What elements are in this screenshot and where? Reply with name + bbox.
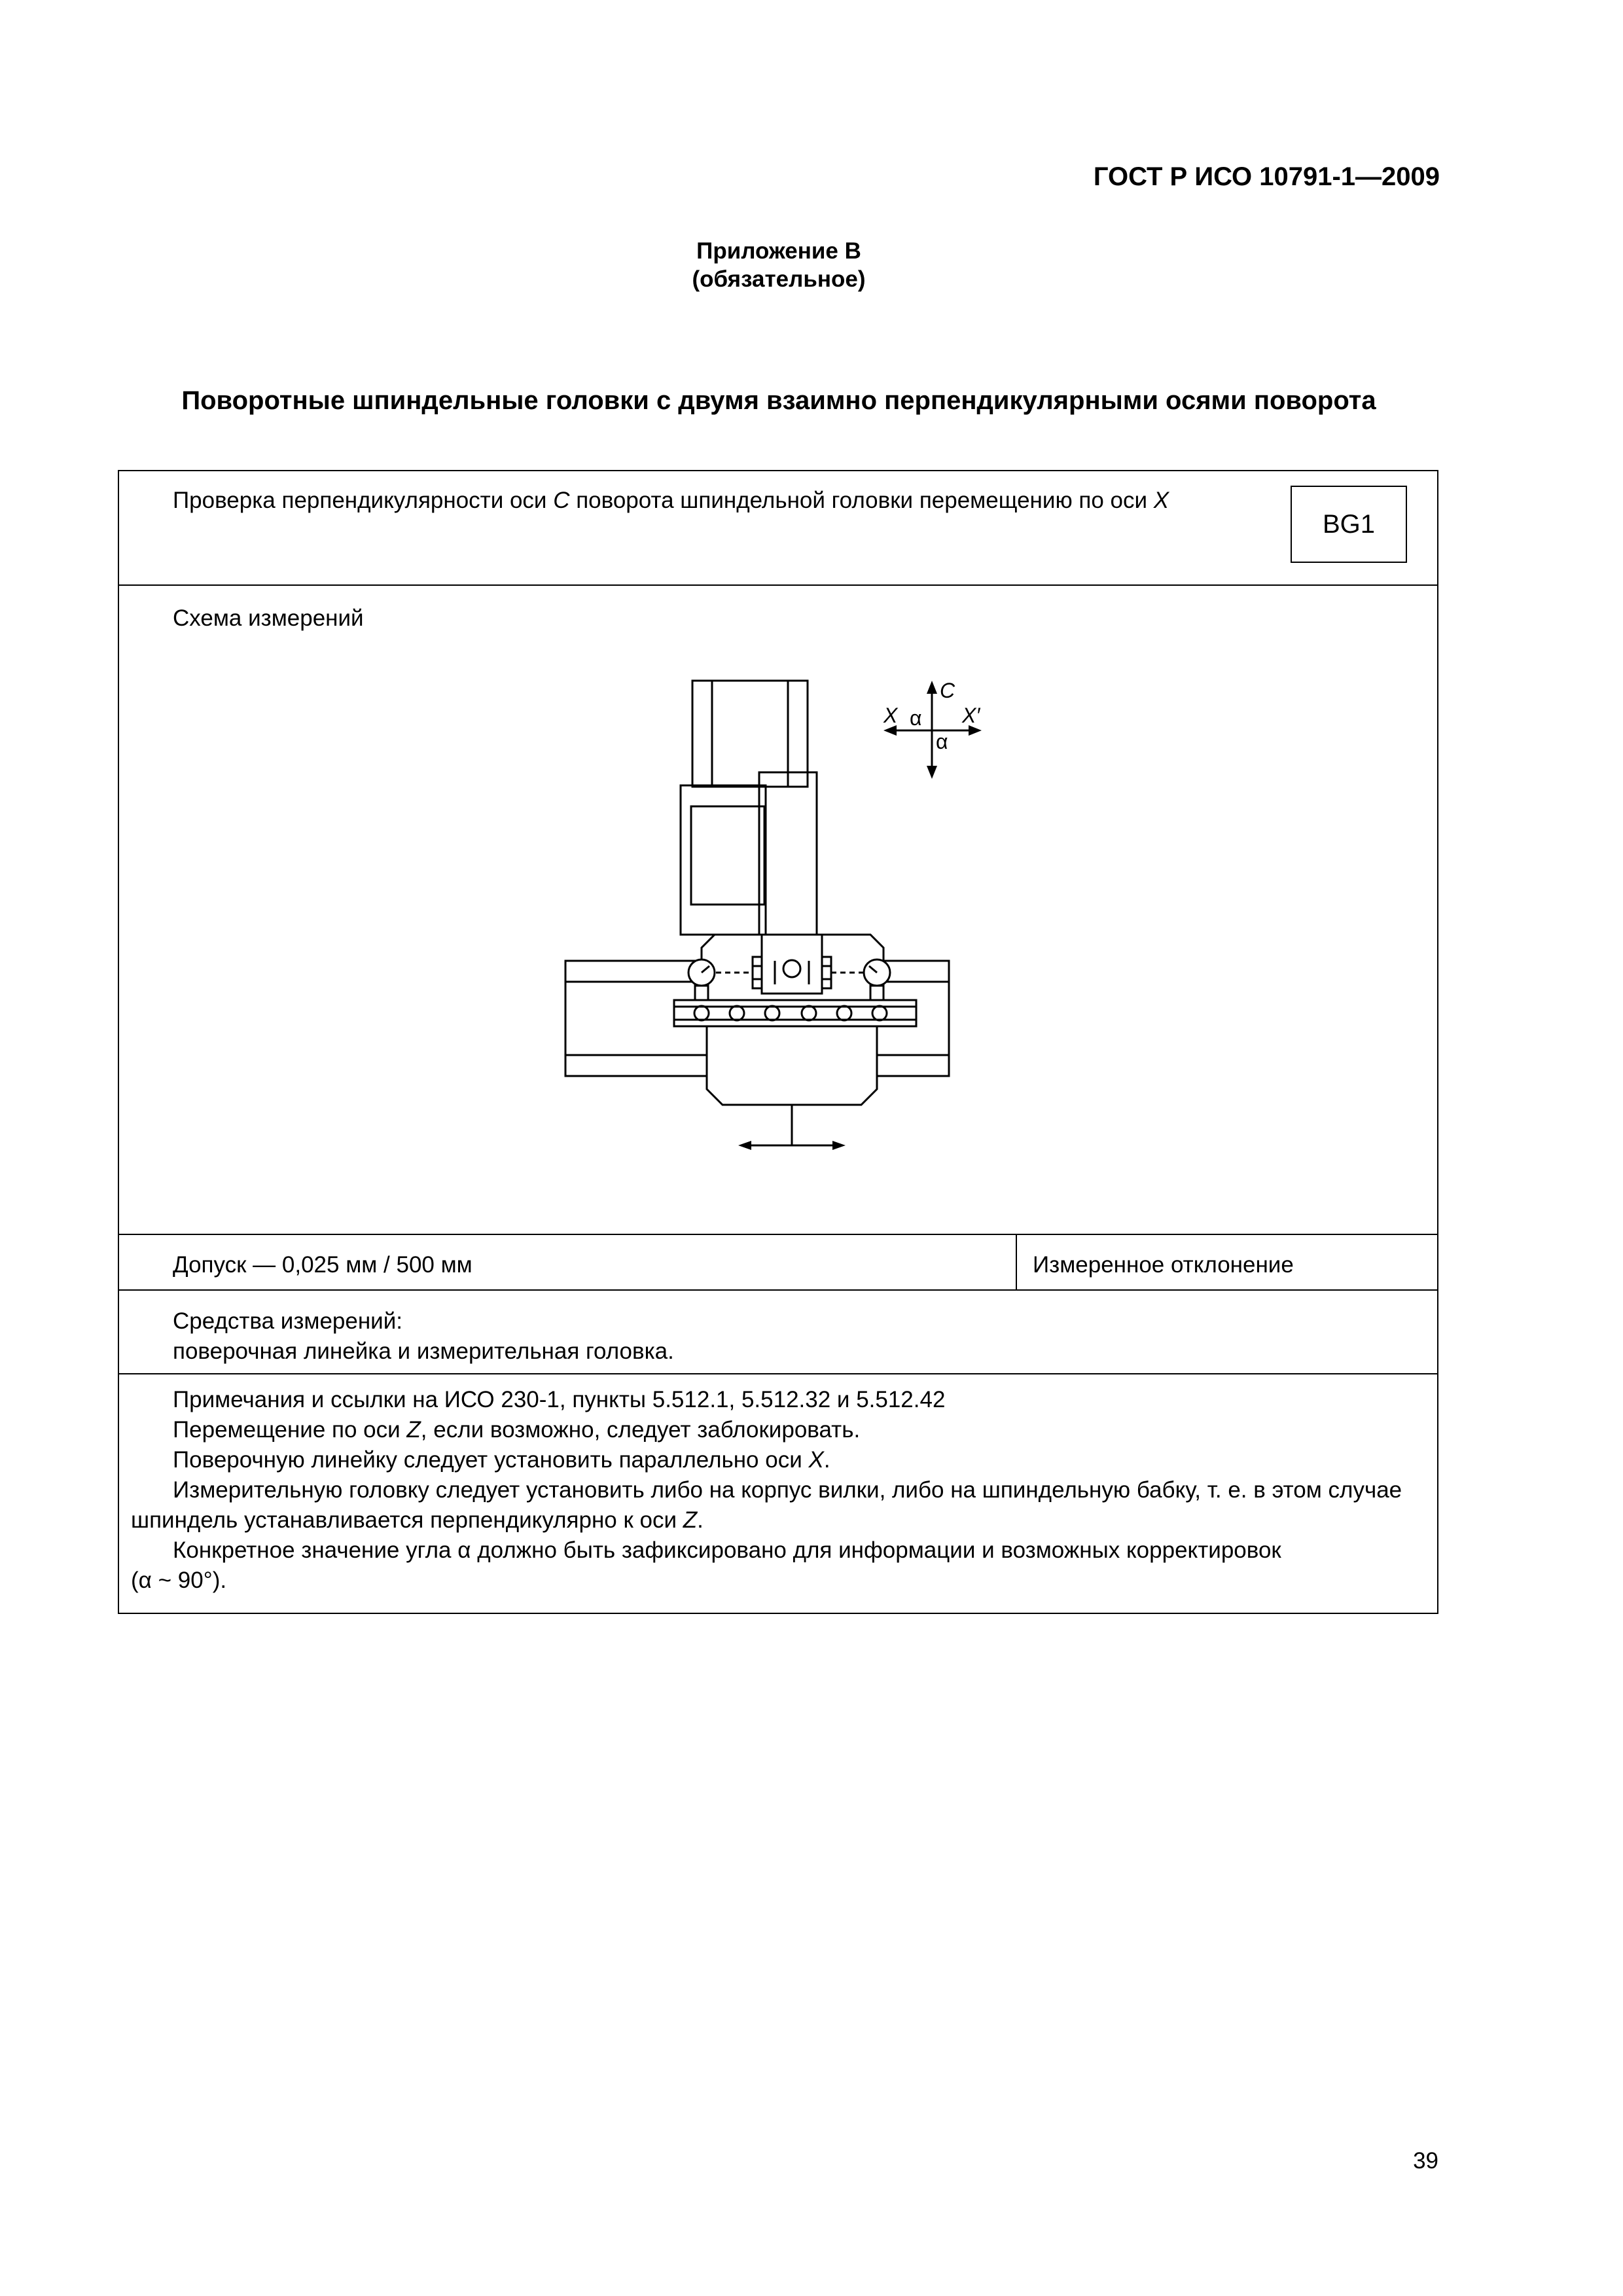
- axis-x-label: X: [883, 704, 898, 727]
- test-code: BG1: [1322, 509, 1376, 539]
- measured-deviation-label: Измеренное отклонение: [1033, 1252, 1294, 1278]
- diagram-label: Схема измерений: [173, 605, 364, 631]
- traverse-arrow-right-icon: [832, 1141, 846, 1150]
- instruments-value: поверочная линейка и измерительная головка.: [173, 1338, 674, 1364]
- axis-x-prime-label: X′: [962, 704, 980, 727]
- section-title: Поворотные шпиндельные головки с двумя взаимно перпендикулярными осями поворота: [181, 386, 1376, 415]
- spindle-carrier: [759, 772, 817, 935]
- spindle-head-housing: [681, 785, 766, 935]
- traverse-arrow-left-icon: [738, 1141, 751, 1150]
- column-top: [692, 681, 808, 787]
- annex-title: Приложение В: [696, 238, 861, 264]
- note-angle-value: (α ~ 90°).: [131, 1568, 227, 1593]
- lower-table: [707, 1026, 877, 1105]
- fork: [762, 935, 822, 994]
- notes-block: [131, 1385, 1427, 1596]
- straightedge: [674, 1000, 916, 1026]
- alpha-lower-label: α: [936, 730, 948, 753]
- note-gauge-mount: Измерительную головку следует установить либо на корпус вилки, либо на шпиндельную бабку, т. е. в этом случае шпиндель устанавливается перпендикулярно к оси Z.: [131, 1477, 1402, 1533]
- spindle-head-window: [691, 806, 764, 905]
- note-angle: Конкретное значение угла α должно быть зафиксировано для информации и возможных корректировок: [173, 1537, 1281, 1563]
- page-number: 39: [1413, 2148, 1438, 2174]
- note-z-lock: Перемещение по оси Z, если возможно, следует заблокировать.: [173, 1417, 861, 1443]
- tolerance-label: Допуск — 0,025 мм / 500 мм: [173, 1252, 473, 1278]
- instruments-label: Средства измерений:: [173, 1308, 402, 1334]
- note-straightedge: Поверочную линейку следует установить параллельно оси X.: [173, 1447, 830, 1473]
- axis-c-label: C: [940, 679, 955, 702]
- standard-designation: ГОСТ Р ИСО 10791-1—2009: [1093, 162, 1440, 191]
- test-title: Проверка перпендикулярности оси C поворота шпиндельной головки перемещению по оси X: [173, 488, 1169, 513]
- axis-c-arrow-icon: [927, 681, 937, 694]
- annex-status: (обязательное): [692, 266, 866, 292]
- alpha-upper-label: α: [910, 706, 922, 730]
- note-references: Примечания и ссылки на ИСО 230-1, пункты 5.512.1, 5.512.32 и 5.512.42: [173, 1387, 946, 1412]
- axis-down-arrow-icon: [927, 766, 937, 779]
